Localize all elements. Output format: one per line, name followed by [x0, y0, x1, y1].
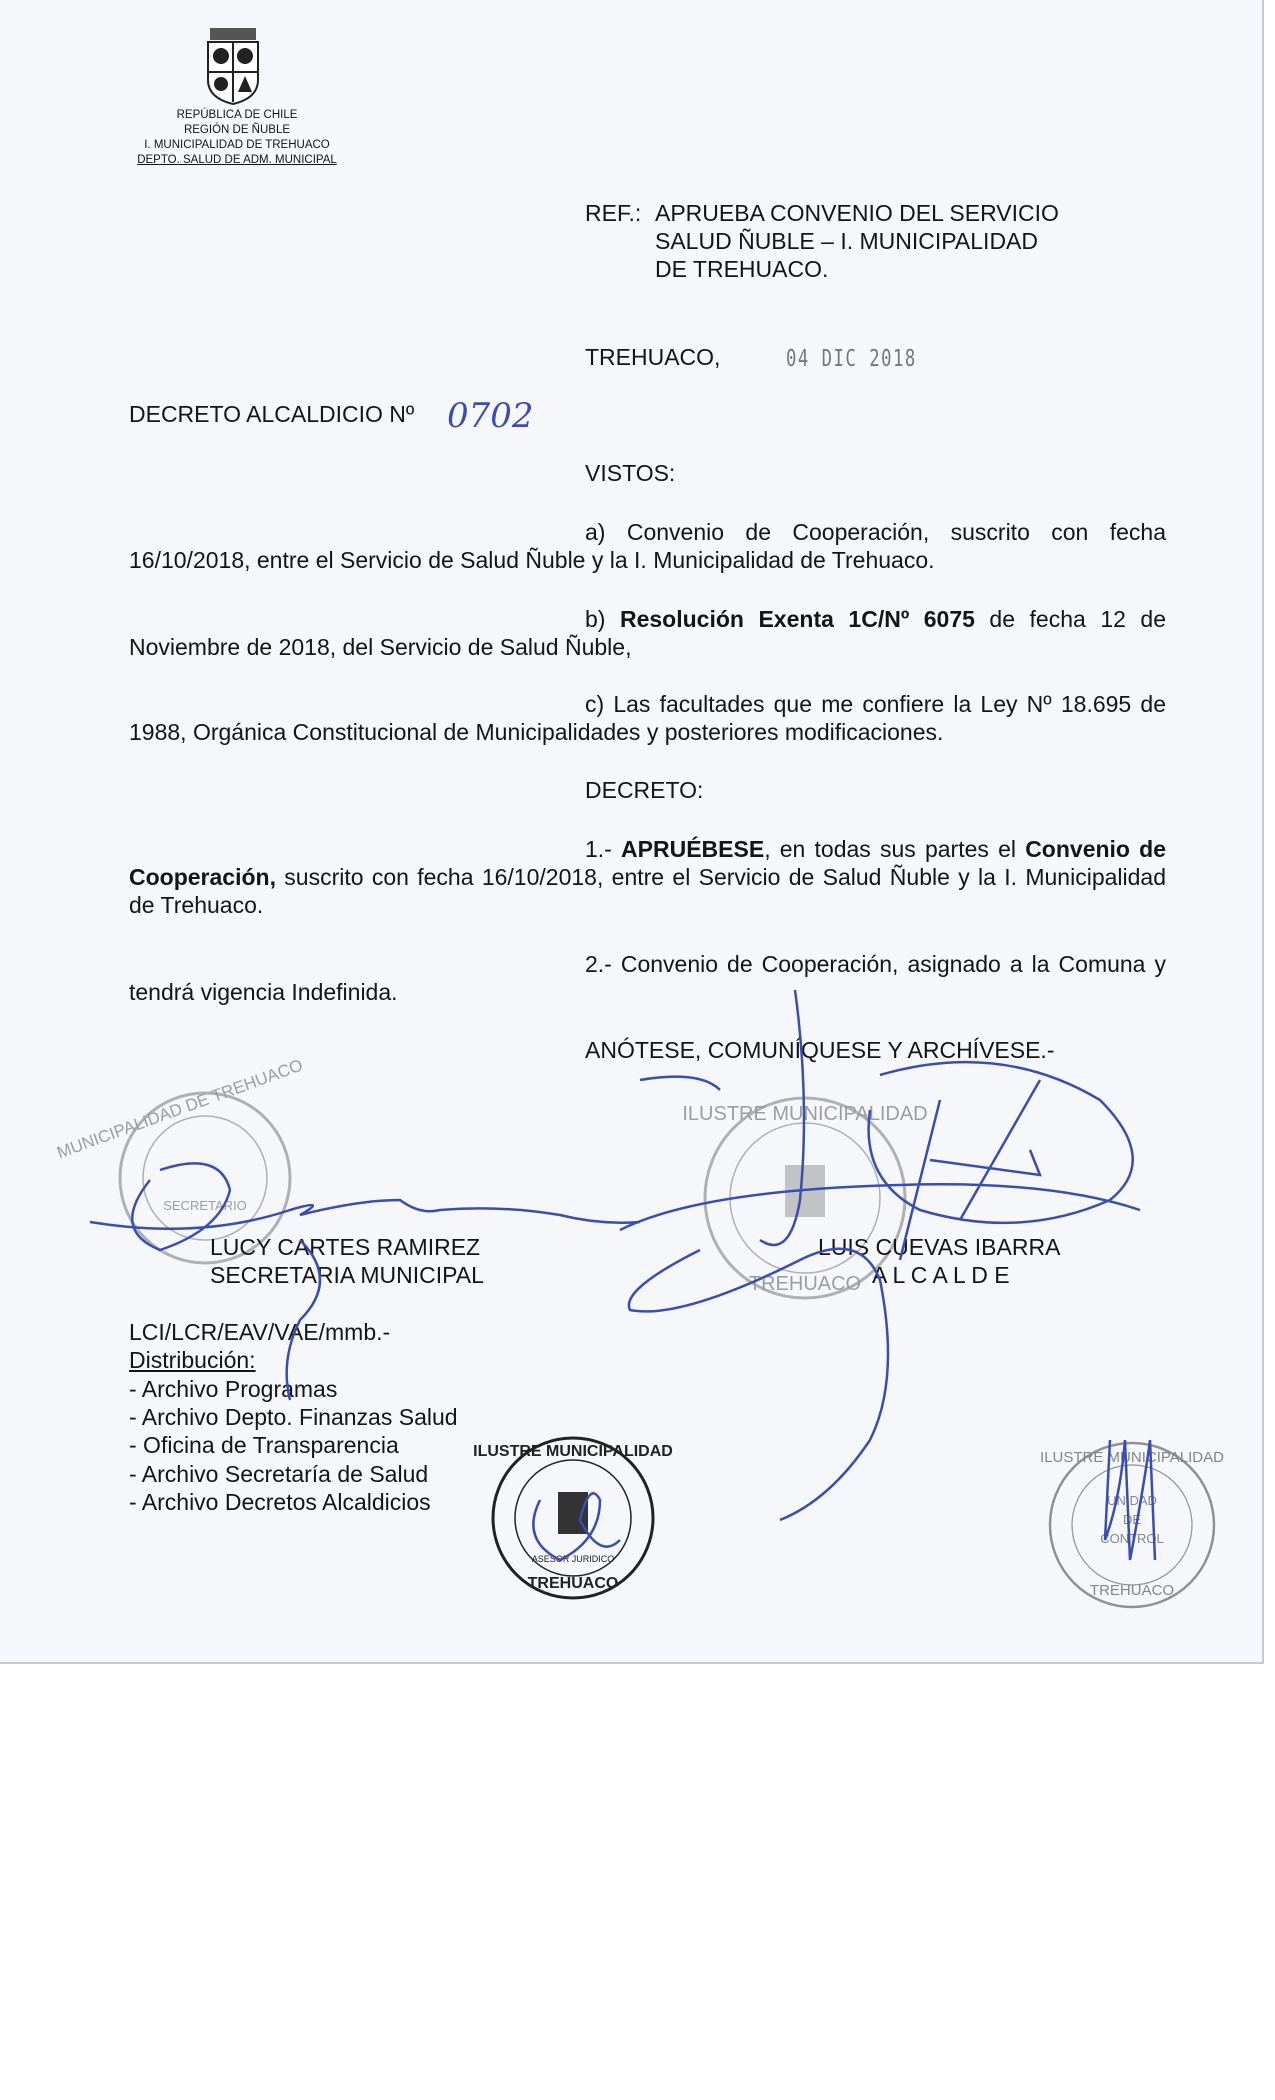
svg-text:ILUSTRE MUNICIPALIDAD: ILUSTRE MUNICIPALIDAD: [473, 1443, 673, 1460]
svg-text:UNIDAD: UNIDAD: [1107, 1493, 1157, 1508]
text: 1.-: [585, 836, 622, 862]
vistos-c: c) Las facultades que me confiere la Ley Nº 18.695 de 1988, Orgánica Constitucional de Municipalidades y posteriores modificaciones.: [129, 691, 1166, 745]
distribution-item: - Oficina de Transparencia: [129, 1432, 399, 1458]
ref-line: APRUEBA CONVENIO DEL SERVICIO: [655, 200, 1059, 226]
signatory-name: LUCY CARTES RAMIREZ: [210, 1234, 481, 1260]
letterhead-line: I. MUNICIPALIDAD DE TREHUACO: [144, 139, 330, 151]
svg-text:MUNICIPALIDAD DE TREHUACO: MUNICIPALIDAD DE TREHUACO: [54, 1055, 306, 1163]
resolution-ref: Resolución Exenta 1C/Nº 6075: [619, 606, 975, 632]
distribution-item: - Archivo Depto. Finanzas Salud: [129, 1404, 458, 1430]
letterhead-line: REGIÓN DE ÑUBLE: [183, 124, 291, 136]
letterhead-line: DEPTO. SALUD DE ADM. MUNICIPAL: [137, 154, 337, 166]
ref-line: DE TREHUACO.: [655, 256, 829, 282]
text-bold: APRUÉBESE: [621, 836, 765, 862]
svg-text:ILUSTRE MUNICIPALIDAD: ILUSTRE MUNICIPALIDAD: [1040, 1449, 1224, 1466]
text: suscrito con fecha 16/10/2018, entre el Servicio de Salud Ñuble y la I. Municipalidad de Trehuaco.: [129, 864, 1166, 918]
decree-number: 0702: [447, 396, 534, 436]
vistos-title: VISTOS:: [585, 460, 676, 486]
decreto-title: DECRETO:: [585, 777, 704, 803]
text: , en todas sus partes el: [764, 836, 1026, 862]
distribution-title: Distribución:: [129, 1347, 256, 1373]
distribution-item: - Archivo Decretos Alcaldicios: [129, 1489, 431, 1515]
signatory-title: SECRETARIA MUNICIPAL: [210, 1262, 484, 1288]
text-bold: Convenio de Cooperación,: [129, 836, 1166, 890]
letterhead-line: REPÚBLICA DE CHILE: [176, 109, 298, 121]
svg-text:SECRETARIO: SECRETARIO: [163, 1198, 247, 1213]
text: b): [585, 606, 620, 632]
svg-text:CONTROL: CONTROL: [1100, 1531, 1164, 1546]
svg-text:TREHUACO: TREHUACO: [748, 1273, 862, 1295]
svg-text:TREHUACO: TREHUACO: [1089, 1582, 1175, 1599]
closing: ANÓTESE, COMUNÍQUESE Y ARCHÍVESE.-: [585, 1037, 1055, 1063]
text: de fecha 12 de Noviembre de 2018, del Servicio de Salud Ñuble,: [129, 606, 1167, 660]
mayor-signature: [620, 990, 1140, 1520]
svg-text:TREHUACO: TREHUACO: [527, 1575, 619, 1592]
place: TREHUACO,: [585, 344, 721, 370]
initials: LCI/LCR/EAV/VAE/mmb.-: [129, 1319, 391, 1345]
signatory-name: LUIS CUEVAS IBARRA: [818, 1234, 1061, 1260]
secretary-signature: [90, 1163, 640, 1400]
vistos-a: a) Convenio de Cooperación, suscrito con fecha 16/10/2018, entre el Servicio de Salud Ñuble y la I. Municipalidad de Trehuaco.: [129, 519, 1166, 573]
svg-text:ASESOR JURIDICO: ASESOR JURIDICO: [531, 1554, 615, 1564]
distribution-item: - Archivo Programas: [129, 1376, 338, 1402]
juridico-signature: [533, 1493, 620, 1560]
control-signature: [1105, 1440, 1155, 1560]
decreto-2: 2.- Convenio de Cooperación, asignado a la Comuna y tendrá vigencia Indefinida.: [129, 951, 1166, 1005]
ref-line: SALUD ÑUBLE – I. MUNICIPALIDAD: [655, 228, 1039, 254]
svg-text:ILUSTRE MUNICIPALIDAD: ILUSTRE MUNICIPALIDAD: [682, 1103, 928, 1125]
ref-label: REF.:: [585, 200, 642, 226]
date-stamp: 04 DIC 2018: [786, 346, 917, 372]
decree-label: DECRETO ALCALDICIO Nº: [129, 401, 415, 427]
svg-text:DE: DE: [1122, 1512, 1142, 1527]
signatory-title: A L C A L D E: [872, 1262, 1010, 1288]
distribution-item: - Archivo Secretaría de Salud: [129, 1461, 429, 1487]
